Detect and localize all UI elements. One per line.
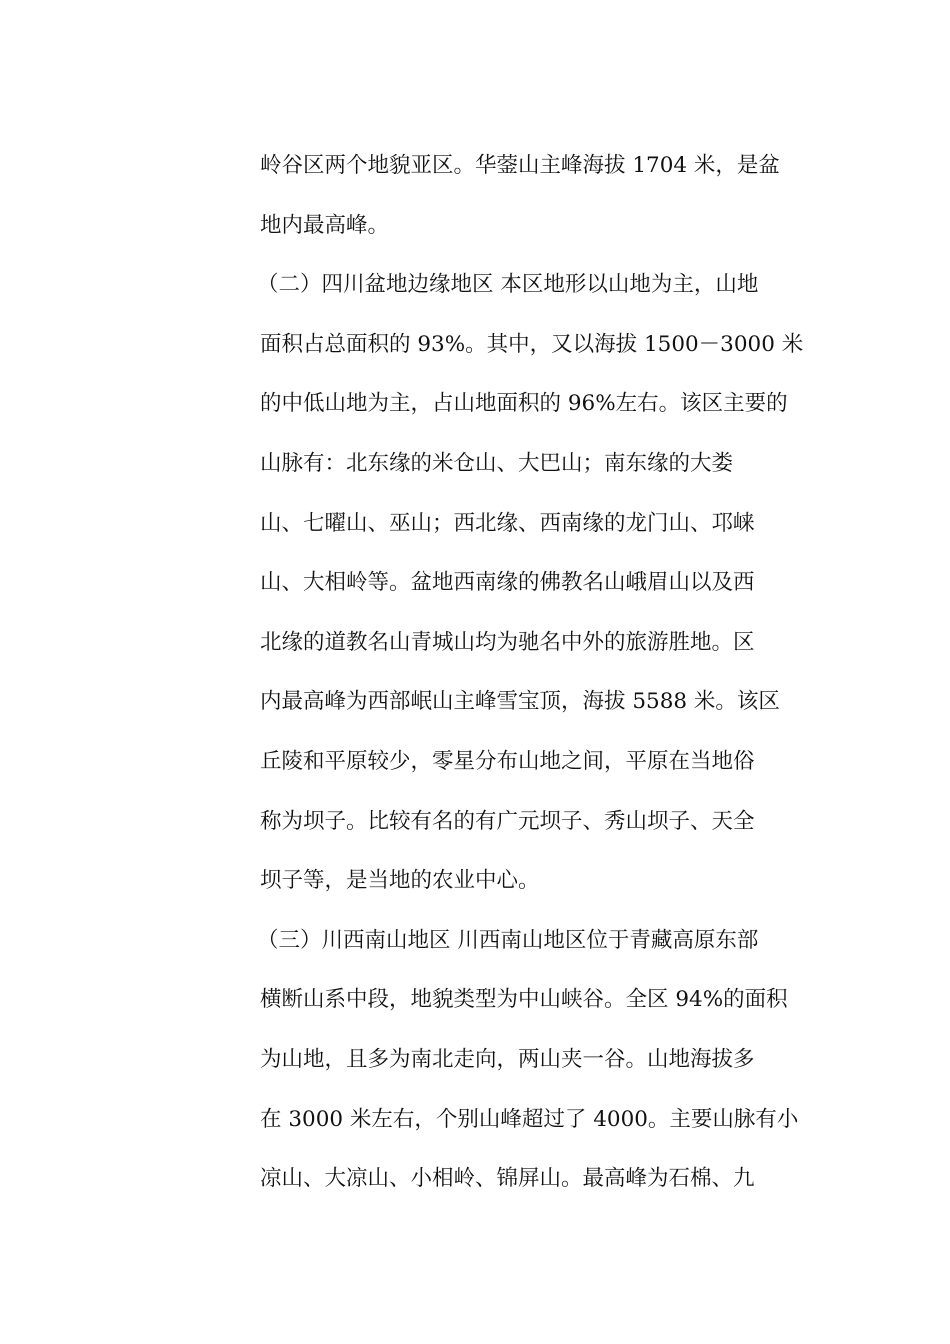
text-line-9: 北缘的道教名山青城山均为驰名中外的旅游胜地。区: [260, 629, 755, 655]
section-heading-3: （三）川西南山地区 川西南山地区位于青藏高原东部: [257, 927, 759, 953]
text-line-4: 面积占总面积的 93%。其中，又以海拔 1500－3000 米: [260, 331, 804, 357]
section-heading-2: （二）四川盆地边缘地区 本区地形以山地为主，山地: [257, 272, 759, 298]
text-line-8: 山、大相岭等。盆地西南缘的佛教名山峨眉山以及西: [260, 570, 755, 596]
text-line-12: 称为坝子。比较有名的有广元坝子、秀山坝子、天全: [260, 808, 755, 834]
text-line-15: 横断山系中段，地貌类型为中山峡谷。全区 94%的面积: [260, 987, 788, 1013]
text-line-10: 内最高峰为西部岷山主峰雪宝顶，海拔 5588 米。该区: [260, 689, 780, 715]
body-text: [257, 136, 804, 1209]
text-line-13: 坝子等，是当地的农业中心。: [260, 868, 540, 894]
text-line-16: 为山地，且多为南北走向，两山夹一谷。山地海拔多: [260, 1046, 755, 1072]
text-line-6: 山脉有：北东缘的米仓山、大巴山；南东缘的大娄: [260, 450, 734, 476]
text-line-17: 在 3000 米左右，个别山峰超过了 4000。主要山脉有小: [260, 1106, 799, 1132]
text-line-11: 丘陵和平原较少，零星分布山地之间，平原在当地俗: [260, 748, 755, 774]
text-line-7: 山、七曜山、巫山；西北缘、西南缘的龙门山、邛崃: [260, 510, 755, 536]
text-line-5: 的中低山地为主，占山地面积的 96%左右。该区主要的: [260, 391, 788, 417]
text-line-1: 岭谷区两个地貌亚区。华蓥山主峰海拔 1704 米，是盆: [260, 153, 780, 178]
text-line-2: 地内最高峰。: [260, 212, 390, 238]
text-line-18: 凉山、大凉山、小相岭、锦屏山。最高峰为石棉、九: [260, 1166, 755, 1192]
